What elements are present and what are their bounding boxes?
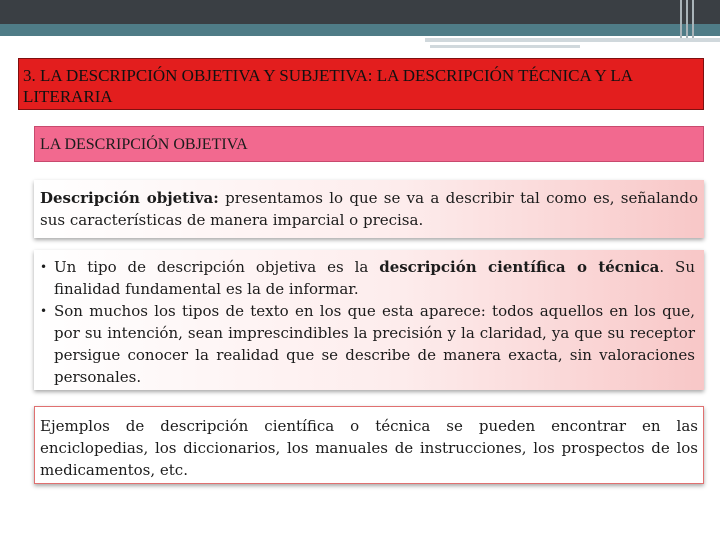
slide-title: 3. LA DESCRIPCIÓN OBJETIVA Y SUBJETIVA: LA DESCRIPCIÓN TÉCNICA Y LA LITERARIA (18, 58, 704, 110)
bullet-icon: • (40, 260, 48, 274)
bullet-text-after: . Su finalidad fundamental es la de informar. (54, 258, 695, 298)
header-dark-bar (0, 0, 720, 24)
list-item (40, 256, 695, 300)
definition-text: presentamos lo que se va a describir tal como es, señalando sus características de manera imparcial o precisa. (40, 189, 698, 229)
bullet-list (40, 256, 695, 388)
bullet-text: Son muchos los tipos de texto en los que esta aparece: todos aquellos en los que, por su intención, sean imprescindibles la precisión y la claridad, ya que su receptor persigue conocer la realidad que se describe de manera exacta, sin valoraciones personales. (54, 302, 695, 386)
list-item (40, 300, 695, 388)
accent-line (425, 38, 720, 42)
decorative-lines (680, 0, 702, 38)
bullet-emphasis: descripción científica o técnica (379, 258, 660, 276)
accent-line (430, 45, 580, 48)
header-teal-bar (0, 24, 720, 36)
definition-box (34, 180, 704, 238)
bullet-icon: • (40, 304, 48, 318)
bullets-box (34, 250, 704, 390)
section-subtitle: LA DESCRIPCIÓN OBJETIVA (34, 126, 704, 162)
bullet-text: Un tipo de descripción objetiva es la (54, 258, 380, 276)
examples-box: Ejemplos de descripción científica o técnica se pueden encontrar en las enciclopedias, los diccionarios, los manuales de instrucciones, los prospectos de los medicamentos, etc. (34, 406, 704, 484)
definition-term: Descripción objetiva: (40, 189, 219, 207)
